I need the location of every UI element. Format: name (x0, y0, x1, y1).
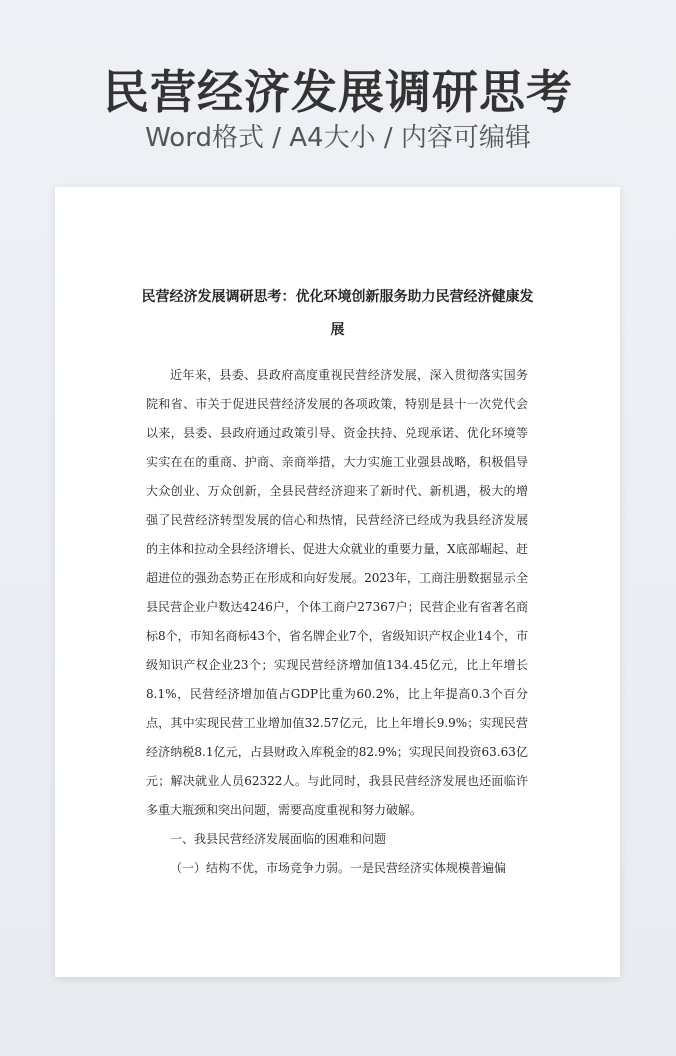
banner-title: 民营经济发展调研思考 (103, 65, 573, 119)
subsection-paragraph: （一）结构不优，市场竞争力弱。一是民营经济实体规模普遍偏 (170, 861, 507, 875)
document-title: 民营经济发展调研思考：优化环境创新服务助力民营经济健康发展 (141, 289, 534, 338)
intro-paragraph: 近年来，县委、县政府高度重视民营经济发展，深入贯彻落实国务院和省、市关于促进民营经济发展的各项政策，特别是县十一次党代会以来，县委、县政府通过政策引导、资金扶持、兑现承诺、优化环境等实实在在的重商、护商、亲商举措，大力实施工业强县战略，积极倡导大众创业、万众创新，全县民营经济迎来了新时代、新机遇，极大的增强了民营经济转型发展的信心和热情，民营经济已经成为我县经济发展的主体和拉动全县经济增长、促进大众就业的重要力量，X底部崛起、赶超进位的强劲态势正在形成和向好发展。2023年，工商注册数据显示全县民营企业户数达4246户，个体工商户27367户；民营企业有省著名商标8个，市知名商标43个，省名牌企业7个，省级知识产权企业14个，市级知识产权企业23个；实现民营经济增加值134.45亿元，比上年增长8.1%，民营经济增加值占GDP比重为60.2%，比上年提高0.3个百分点，其中实现民营工业增加值32.57亿元，比上年增长9.9%；实现民营经济纳税8.1亿元，占县财政入库税金的82.9%；实现民间投资63.63亿元；解决就业人员62322人。与此同时，我县民营经济发展也还面临许多重大瓶颈和突出问题，需要高度重视和努力破解。 (146, 368, 528, 817)
document-page (55, 187, 620, 977)
section-heading: 一、我县民营经济发展面临的困难和问题 (170, 832, 387, 846)
document-body (146, 361, 528, 883)
banner-subtitle: Word格式 / A4大小 / 内容可编辑 (145, 123, 531, 153)
